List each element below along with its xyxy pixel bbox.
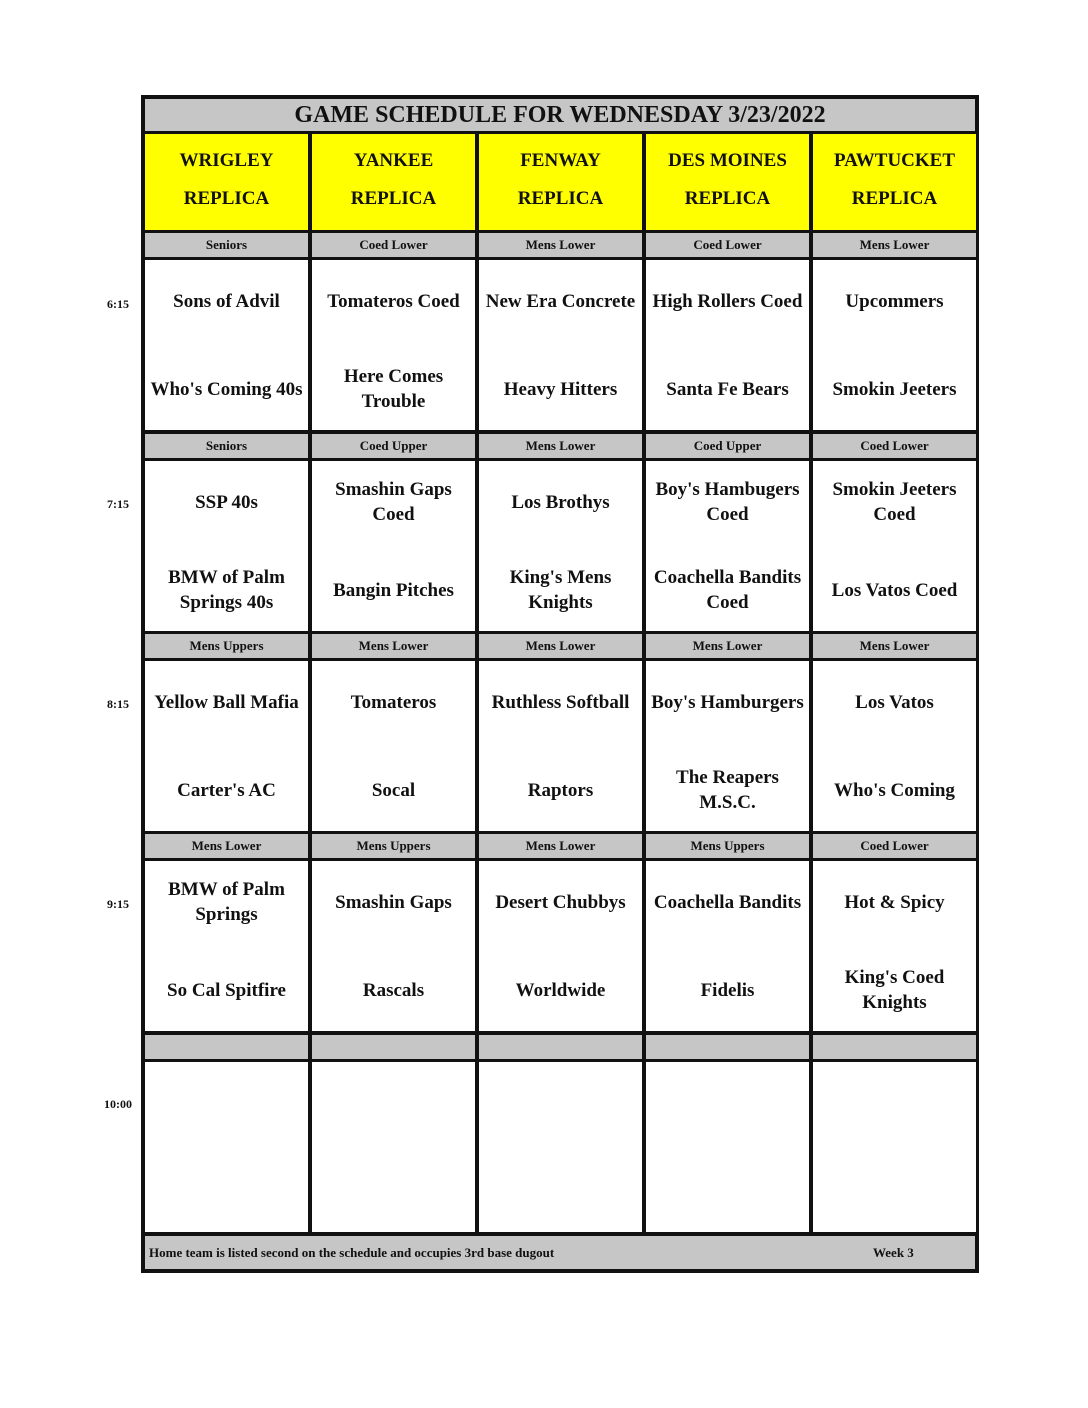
away-team: Boy's Hamburgers: [651, 691, 804, 713]
field-subtitle: REPLICA: [851, 188, 938, 209]
game-cell: [312, 260, 475, 430]
game-cell: [646, 461, 809, 631]
game-cell: [813, 260, 976, 430]
home-team: BMW of Palm Springs 40s: [168, 567, 285, 613]
away-team: Sons of Advil: [173, 290, 280, 312]
division-label: Seniors: [145, 434, 308, 458]
away-team: Upcommers: [845, 290, 944, 312]
home-team: So Cal Spitfire: [167, 979, 286, 1001]
field-subtitle: REPLICA: [183, 188, 270, 209]
division-label: Coed Lower: [813, 834, 976, 858]
game-cell: [145, 661, 308, 831]
home-team: Here Comes Trouble: [343, 366, 444, 412]
away-team: Coachella Bandits: [653, 891, 802, 913]
away-team: Smashin Gaps Coed: [335, 479, 452, 525]
field-subtitle: REPLICA: [684, 188, 771, 209]
home-team: [145, 1156, 308, 1226]
field-subtitle: REPLICA: [350, 188, 437, 209]
field-name: FENWAY: [520, 150, 601, 171]
away-team: High Rollers Coed: [652, 290, 803, 312]
home-team: Carter's AC: [177, 779, 276, 801]
away-team: Smokin Jeeters Coed: [832, 479, 957, 525]
field-name: YANKEE: [353, 150, 434, 171]
game-cell: [646, 260, 809, 430]
away-team: Smashin Gaps: [335, 891, 452, 913]
away-team: Tomateros Coed: [327, 290, 460, 312]
game-cell: [813, 461, 976, 631]
game-cell: [479, 1062, 642, 1232]
time-label: 7:15: [107, 497, 129, 511]
division-label: Mens Uppers: [145, 634, 308, 658]
game-cell: [145, 1062, 308, 1232]
game-cell: [813, 1062, 976, 1232]
division-label: Seniors: [145, 233, 308, 257]
division-label: Coed Upper: [646, 434, 809, 458]
field-header-1: [312, 134, 475, 230]
home-team: Heavy Hitters: [503, 378, 618, 400]
time-label: 8:15: [107, 697, 129, 711]
home-team: Raptors: [527, 779, 594, 801]
division-label: Coed Lower: [813, 434, 976, 458]
division-label: [312, 1035, 475, 1059]
home-team: [813, 1156, 976, 1226]
time-label: 10:00: [104, 1097, 132, 1111]
division-label: [646, 1035, 809, 1059]
game-cell: [479, 461, 642, 631]
field-header-2: [479, 134, 642, 230]
division-label: Coed Upper: [312, 434, 475, 458]
schedule-table: [141, 95, 979, 1273]
division-label: Mens Lower: [479, 233, 642, 257]
home-team: Who's Coming: [834, 779, 955, 801]
field-header-4: [813, 134, 976, 230]
away-team: [312, 1068, 475, 1138]
game-cell: [479, 661, 642, 831]
home-team: The Reapers M.S.C.: [676, 767, 779, 813]
game-cell: [479, 260, 642, 430]
division-label: Mens Uppers: [646, 834, 809, 858]
away-team: BMW of Palm Springs: [168, 879, 285, 925]
time-label: 6:15: [107, 297, 129, 311]
division-label: Mens Lower: [479, 834, 642, 858]
home-team: Who's Coming 40s: [150, 378, 303, 400]
field-name: WRIGLEY: [179, 150, 274, 171]
division-label: Mens Lower: [312, 634, 475, 658]
away-team: Boy's Hambugers Coed: [655, 479, 800, 525]
game-cell: [646, 661, 809, 831]
away-team: New Era Concrete: [485, 290, 636, 312]
division-label: Mens Lower: [479, 434, 642, 458]
division-label: Coed Lower: [646, 233, 809, 257]
home-team: Los Vatos Coed: [831, 579, 958, 601]
home-team: King's Coed Knights: [844, 967, 945, 1013]
division-label: [145, 1035, 308, 1059]
away-team: Tomateros: [350, 691, 437, 713]
field-name: PAWTUCKET: [833, 150, 956, 171]
field-subtitle: REPLICA: [517, 188, 604, 209]
home-team: Socal: [371, 779, 416, 801]
field-header-0: [145, 134, 308, 230]
game-cell: [312, 1062, 475, 1232]
game-cell: [312, 461, 475, 631]
division-label: [479, 1035, 642, 1059]
division-label: Mens Uppers: [312, 834, 475, 858]
away-team: Desert Chubbys: [495, 891, 626, 913]
home-team: King's Mens Knights: [509, 567, 612, 613]
away-team: Yellow Ball Mafia: [154, 691, 299, 713]
division-label: Mens Lower: [813, 233, 976, 257]
game-cell: [312, 861, 475, 1031]
home-team: Bangin Pitches: [333, 579, 454, 601]
game-cell: [646, 1062, 809, 1232]
division-label: Mens Lower: [646, 634, 809, 658]
field-name: DES MOINES: [668, 150, 787, 171]
game-cell: [145, 461, 308, 631]
week-label: Week 3: [873, 1244, 914, 1260]
game-cell: [479, 861, 642, 1031]
away-team: Los Brothys: [511, 491, 610, 513]
field-header-3: [646, 134, 809, 230]
home-team: Santa Fe Bears: [666, 378, 789, 400]
home-team: [479, 1156, 642, 1226]
home-team: Rascals: [362, 979, 425, 1001]
home-team: Coachella Bandits Coed: [653, 567, 802, 613]
away-team: [646, 1068, 809, 1138]
away-team: [813, 1068, 976, 1138]
time-label: 9:15: [107, 897, 129, 911]
home-team: [312, 1156, 475, 1226]
game-cell: [813, 861, 976, 1031]
game-cell: [813, 661, 976, 831]
away-team: Hot & Spicy: [844, 891, 945, 913]
away-team: SSP 40s: [195, 491, 258, 513]
schedule-title: GAME SCHEDULE FOR WEDNESDAY 3/23/2022: [145, 99, 975, 131]
division-label: Coed Lower: [312, 233, 475, 257]
away-team: Los Vatos: [855, 691, 934, 713]
division-label: [813, 1035, 976, 1059]
home-team: Worldwide: [515, 979, 606, 1001]
division-label: Mens Lower: [145, 834, 308, 858]
home-team: Smokin Jeeters: [832, 378, 957, 400]
game-cell: [145, 260, 308, 430]
game-cell: [646, 861, 809, 1031]
division-label: Mens Lower: [813, 634, 976, 658]
footer-bar: [145, 1236, 975, 1269]
away-team: [145, 1068, 308, 1138]
away-team: Ruthless Softball: [491, 691, 630, 713]
footer-note: Home team is listed second on the schedule and occupies 3rd base dugout: [149, 1244, 555, 1260]
game-cell: [312, 661, 475, 831]
away-team: [479, 1068, 642, 1138]
division-label: Mens Lower: [479, 634, 642, 658]
home-team: Fidelis: [700, 979, 755, 1001]
game-cell: [145, 861, 308, 1031]
home-team: [646, 1156, 809, 1226]
